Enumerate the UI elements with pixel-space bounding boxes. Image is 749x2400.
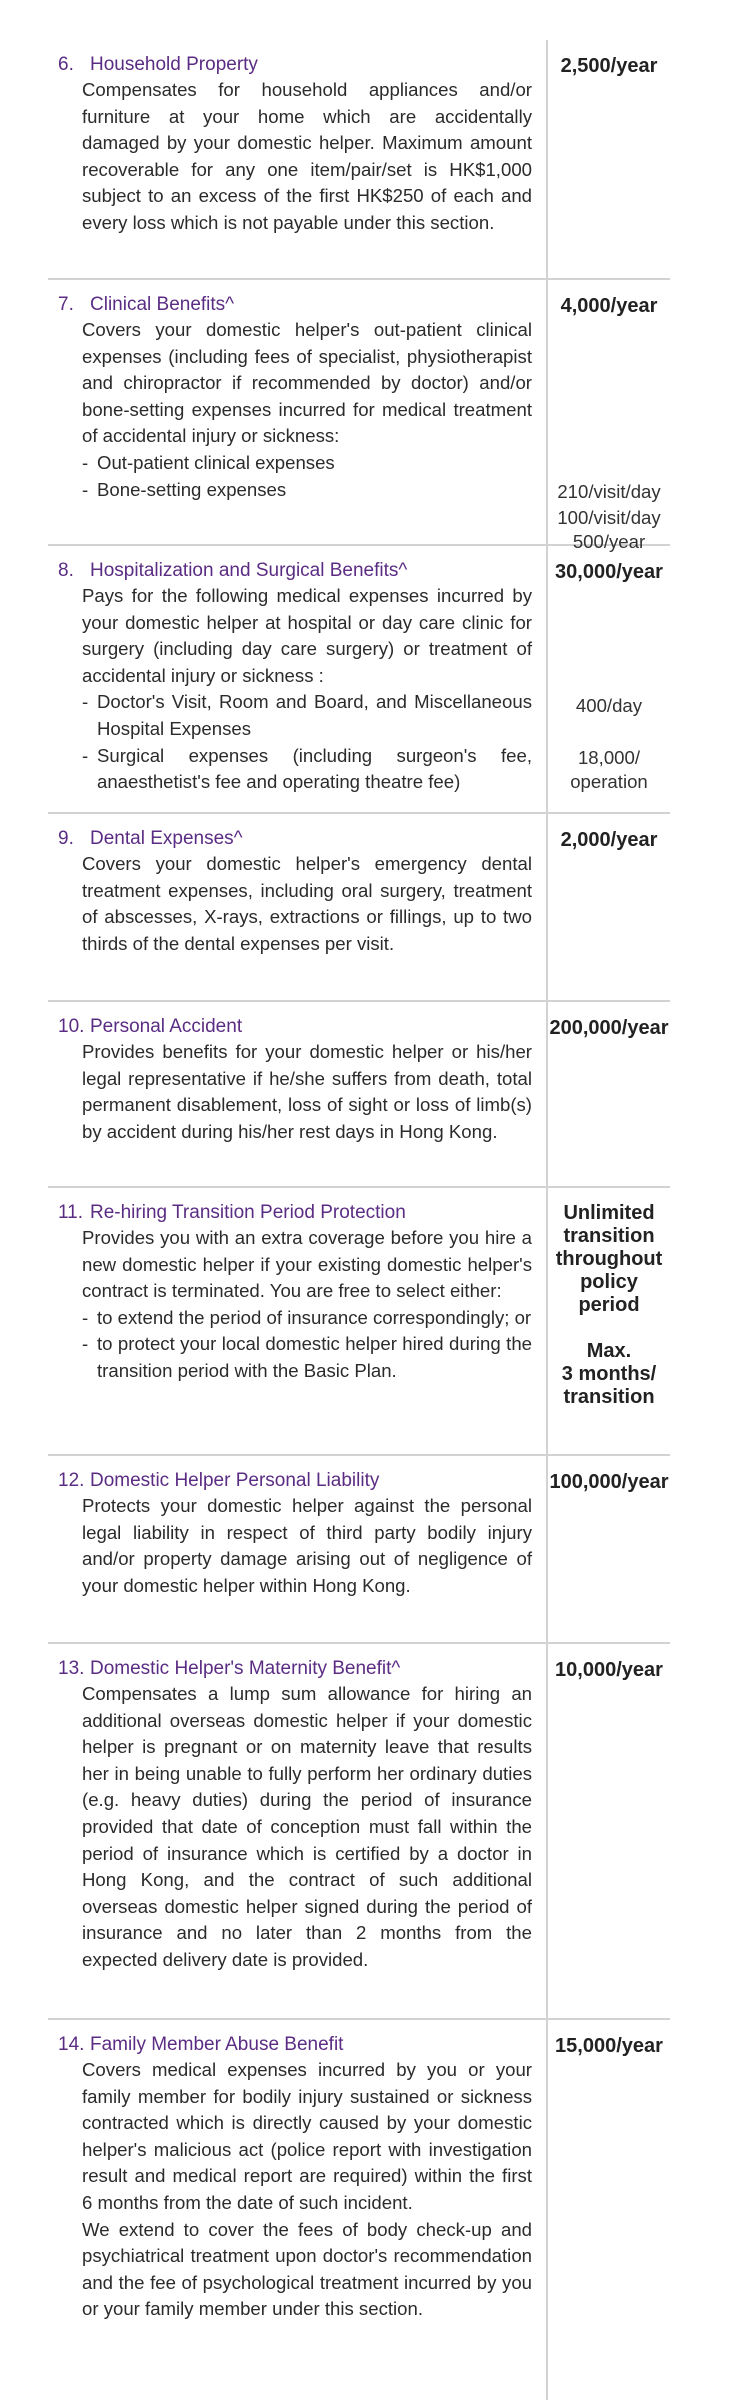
benefit-description-cell (48, 1002, 548, 1186)
benefit-title: Domestic Helper Personal Liability (90, 1470, 380, 1491)
benefit-title: Hospitalization and Surgical Benefits^ (90, 560, 408, 581)
benefit-paragraph: Compensates for household appliances and/or furniture at your home which are accidentally damaged by your domestic helper. Maximum amount recoverable for any one item/pair/set is HK$1,000 subject to an excess of the first HK$250 of each and every loss which is not payable under this section. (82, 79, 532, 233)
benefit-amount: Unlimited transition throughout policy period Max. 3 months/ transition (555, 1202, 663, 1408)
sub-item-amount: 18,000/ operation (570, 747, 648, 792)
benefit-description-cell (48, 814, 548, 1000)
benefit-title: Clinical Benefits^ (90, 294, 235, 315)
benefit-title: Household Property (90, 54, 258, 75)
benefit-number: 9. (58, 828, 74, 849)
benefit-heading (58, 1656, 532, 1681)
benefit-description-cell (48, 1188, 548, 1454)
benefit-amount-cell (548, 1456, 670, 1642)
benefit-paragraph: Pays for the following medical expenses incurred by your domestic helper at hospital or day care clinic for surgery (including day care surgery) or treatment of accidental injury or sickness : (82, 585, 532, 686)
benefit-description (58, 1493, 532, 1599)
benefit-amount: 10,000/year (555, 1659, 663, 1681)
sub-item-amount: 210/visit/day (557, 481, 661, 502)
benefit-description (58, 1225, 532, 1305)
benefit-row-clinical (48, 280, 670, 552)
sub-item-text: Bone-setting expenses (97, 478, 287, 500)
benefit-row-family-member-abuse (48, 2020, 670, 2400)
sub-item-amount: 100/visit/day 500/year (557, 507, 661, 552)
benefit-number: 12. (58, 1470, 85, 1491)
benefit-description-cell (48, 1456, 548, 1642)
benefit-amount-cell (548, 2020, 670, 2400)
benefits-table (48, 40, 670, 2400)
benefit-row-rehiring-transition (48, 1188, 670, 1456)
benefit-amount: 2,000/year (560, 829, 658, 851)
benefit-number: 7. (58, 294, 74, 315)
benefit-heading (58, 2032, 532, 2057)
sub-item-text: to extend the period of insurance correspondingly; or (97, 1306, 532, 1328)
sub-item-text: Doctor's Visit, Room and Board, and Miscellaneous Hospital Expenses (97, 691, 532, 739)
benefit-sub-item: - Out-patient clinical expenses (58, 450, 532, 477)
benefit-amount: 100,000/year (549, 1471, 669, 1493)
benefit-heading (58, 1014, 532, 1039)
benefit-row-personal-liability (48, 1456, 670, 1644)
benefit-number: 13. (58, 1658, 85, 1679)
benefit-sub-item: - Doctor's Visit, Room and Board, and Miscellaneous Hospital Expenses (58, 689, 532, 742)
benefit-title: Personal Accident (90, 1016, 243, 1037)
benefit-row-personal-accident (48, 1002, 670, 1188)
benefit-sub-item: - Bone-setting expenses (58, 477, 532, 504)
benefit-sub-item: - to extend the period of insurance correspondingly; or (58, 1305, 532, 1332)
benefit-amount: 2,500/year (560, 55, 658, 77)
benefit-number: 6. (58, 54, 74, 75)
benefit-sub-item: - Surgical expenses (including surgeon's fee, anaesthetist's fee and operating theatre fee) (58, 743, 532, 796)
sub-item-text: Surgical expenses (including surgeon's fee, anaesthetist's fee and operating theatre fee) (97, 744, 532, 793)
benefit-amount-cell (548, 1188, 670, 1454)
benefit-number: 11. (58, 1202, 84, 1223)
benefit-paragraph: Protects your domestic helper against the personal legal liability in respect of third party bodily injury and/or property damage arising out of negligence of your domestic helper within Hong Kong. (82, 1495, 532, 1596)
benefit-row-hospitalization (48, 546, 670, 814)
benefit-number: 8. (58, 560, 74, 581)
benefit-title: Domestic Helper's Maternity Benefit^ (90, 1658, 401, 1679)
benefit-description (58, 1039, 532, 1145)
benefit-number: 10. (58, 1016, 85, 1037)
benefit-paragraph: Provides you with an extra coverage before you hire a new domestic helper if your existing domestic helper's contract is terminated. You are free to select either: (82, 1227, 532, 1302)
benefit-title: Dental Expenses^ (90, 828, 243, 849)
benefit-amount-cell (548, 280, 670, 552)
benefit-amount-cell (548, 814, 670, 1000)
benefit-heading (58, 558, 532, 583)
benefit-description (58, 851, 532, 957)
benefit-paragraph: Compensates a lump sum allowance for hiring an additional overseas domestic helper if your domestic helper is pregnant or on maternity leave that results her in being unable to fully perform her ordinary duties (e.g. heavy duties) during the period of insurance provided that date of conception must fall within the period of insurance which is certified by a doctor in Hong Kong, and the contract of such additional overseas domestic helper signed during the period of insurance and no later than 2 months from the expected delivery date is provided. (82, 1683, 532, 1970)
benefit-description (58, 77, 532, 237)
benefit-amount: 4,000/year (560, 295, 658, 317)
benefit-amount-cell (548, 40, 670, 278)
benefit-description-cell (48, 2020, 548, 2400)
benefit-description (58, 317, 532, 450)
sub-item-text: to protect your local domestic helper hired during the transition period with the Basic Plan. (97, 1333, 532, 1381)
benefit-description-cell (48, 40, 548, 278)
benefit-amount-cell (548, 1644, 670, 2018)
benefit-paragraph: Covers your domestic helper's out-patient clinical expenses (including fees of specialist, physiotherapist and chiropractor if recommended by doctor) and/or bone-setting expenses incurred for medical treatment of accidental injury or sickness: (82, 319, 532, 447)
benefit-paragraph: Covers medical expenses incurred by you or your family member for bodily injury sustained or sickness contracted which is directly caused by your domestic helper's malicious act (police report with investigation result and medical report are required) within the first 6 months from the date of such incident. (82, 2059, 532, 2213)
benefit-heading (58, 52, 532, 77)
benefit-description (58, 2057, 532, 2323)
benefit-number: 14. (58, 2034, 85, 2055)
benefit-paragraph: Covers your domestic helper's emergency dental treatment expenses, including oral surgery, treatment of abscesses, X-rays, extractions or fillings, up to two thirds of the dental expenses per visit. (82, 853, 532, 954)
benefit-description (58, 1681, 532, 1974)
benefit-heading (58, 826, 532, 851)
benefit-title: Family Member Abuse Benefit (90, 2034, 344, 2055)
benefit-row-household-property (48, 40, 670, 280)
benefit-description-cell (48, 280, 548, 544)
benefit-amount-cell (548, 546, 670, 812)
benefit-amount: 15,000/year (555, 2035, 663, 2057)
benefit-paragraph: We extend to cover the fees of body check-up and psychiatrical treatment upon doctor's recommendation and the fee of psychological treatment incurred by you or your family member under this section. (82, 2218, 532, 2320)
benefit-row-maternity (48, 1644, 670, 2020)
benefit-amount: 200,000/year (549, 1017, 669, 1039)
benefit-title: Re-hiring Transition Period Protection (90, 1202, 406, 1223)
benefit-paragraph: Provides benefits for your domestic helper or his/her legal representative if he/she suffers from death, total permanent disablement, loss of sight or loss of limb(s) by accident during his/her rest days in Hong Kong. (82, 1041, 532, 1142)
sub-item-text: Out-patient clinical expenses (97, 451, 335, 473)
benefit-amount-cell (548, 1002, 670, 1186)
benefit-description (58, 583, 532, 689)
benefit-description-cell (48, 546, 548, 812)
benefit-description-cell (48, 1644, 548, 2018)
benefit-heading (58, 1468, 532, 1493)
benefit-amount: 30,000/year (555, 561, 663, 583)
sub-item-amount: 400/day (575, 695, 643, 716)
benefit-row-dental (48, 814, 670, 1002)
benefit-heading (58, 292, 532, 317)
benefit-sub-item: - to protect your local domestic helper hired during the transition period with the Basic Plan. (58, 1331, 532, 1384)
benefit-heading (58, 1200, 532, 1225)
